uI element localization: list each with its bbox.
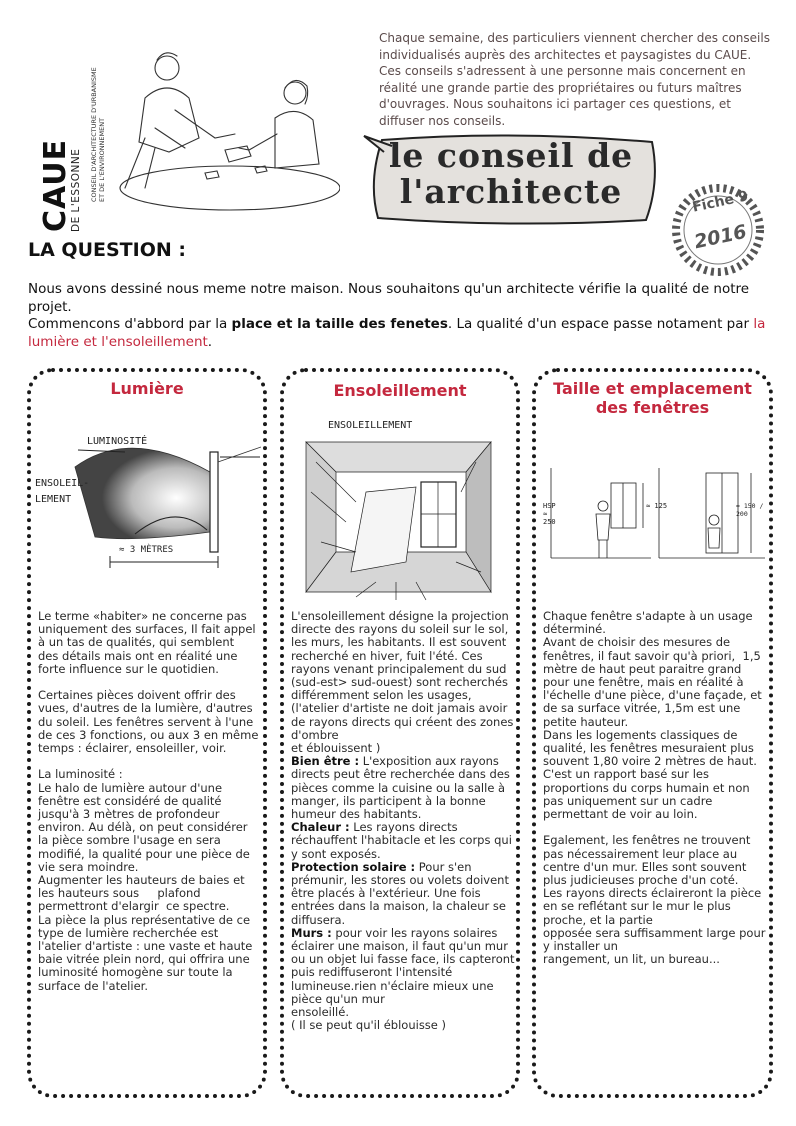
caue-logo-text: CAUE	[38, 138, 73, 232]
question-line2-red: la	[753, 316, 766, 332]
column-text-taille: Chaque fenêtre s'adapte à un usage déterminé. Avant de choisir des mesures de fenêtres, il faut savoir qu'à priori, 1,5 mètre de haut peut paraitre grand pour une fenêtre, mais en réalité à l'échelle d'une pièce, d'une façade, et de sa surface vitrée, 1,5m est une petite hauteur. Dans les logements classiques de qualité, les fenêtres mesuraient plus souvent 1,80 voire 2 mètres de haut. C'est un rapport basé sur les proportions du corps humain et non pas uniquement sur un cadre permettant de voir au loin. Egalement, les fenêtres ne trouvent pas nécessairement leur place au centre d'un mur. Elles sont souvent plus judicieuses proche d'un coté. Les rayons directs éclaireront la pièce en se reflétant sur le mur le plus proche, et la partie opposée sera suffisamment large pour y installer un rangement, un lit, un bureau...	[543, 609, 766, 967]
intro-text: Chaque semaine, des particuliers viennent chercher des conseils individualisés auprès des architectes et paysagistes du CAUE. Ces conseils s'adressent à une personne mais concernent en réalité une grande partie des propriétaires ou futurs maîtres d'ouvrages. Nous souhaitons ici partager ces questions, et diffuser nos conseils.	[379, 31, 770, 128]
column-lumiere	[27, 368, 267, 1098]
sketch-label-150-200: ≈ 150 / 200	[736, 502, 764, 518]
question-body	[28, 281, 773, 351]
column-title-lumiere: Lumière	[110, 379, 184, 398]
murs-text: pour voir les rayons solaires éclairer une maison, il faut qu'un mur ou un objet lui fasse face, ils capteront puis rediffuseront l'intensité lumineuse.rien n'éclaire mieux une pièce qu'un mur ensoleillé. ( Il se peut qu'il éblouisse )	[291, 925, 515, 1033]
bubble-title-line1: le conseil de	[388, 136, 634, 175]
column-text-lumiere: Le terme «habiter» ne concerne pas uniquement des surfaces, Il fait appel à un tas de qualités, qui semblent des détails mais ont en réalité une forte influence sur le quotidien. Certaines pièces doivent offrir des vues, d'autres de la lumière, d'autres du soleil. Les fenêtres servent à l'une de ces 3 fonctions, ou aux 3 en même temps : éclairer, ensoleiller, voir. La luminosité : Le halo de lumière autour d'une fenêtre est considéré de qualité jusqu'à 3 mètres de profondeur environ. Au délà, on peut considérer la pièce sombre l'usage en sera modifié, la qualité pour une pièce de vie sera moindre. Augmenter les hauteurs de baies et les hauteurs sous plafond permettront d'elargir ce spectre. La pièce la plus représentative de ce type de lumière recherchée est l'atelier d'artiste : une vaste et haute baie vitrée plein nord, qui offrira une luminosité homogène sur toute la surface de l'atelier.	[38, 609, 259, 993]
bien-etre-text: L'exposition aux rayons directs peut être recherchée dans des pièces comme la cuisine ou la salle à manger, ils participent à la bonne humeur des habitants.	[291, 754, 514, 822]
protection-solaire-text: Pour s'en prémunir, les stores ou volets doivent être placés à l'extérieur. Une fois entrées dans la maison, la chaleur se diffusera.	[291, 859, 513, 927]
question-line3-suffix: .	[207, 333, 213, 350]
sketch-label-125: ≈ 125	[646, 502, 668, 510]
bubble-title	[382, 138, 640, 210]
column-ensoleillement	[280, 368, 520, 1098]
bien-etre-label: Bien être :	[291, 754, 360, 769]
question-line3	[28, 334, 773, 352]
column-title-ensoleillement: Ensoleillement	[333, 381, 467, 400]
column-text-ensoleillement	[291, 610, 517, 1033]
bubble-title-line2: l'architecte	[399, 172, 623, 211]
question-line2-bold: place et la taille des fenetes	[231, 316, 448, 332]
question-line3-red: lumière et l'ensoleillement	[28, 333, 208, 350]
question-line2	[28, 316, 773, 334]
question-line2-prefix: Commencons d'abbord par la	[28, 316, 232, 332]
sketch-label-distance: ≈ 3 MÈTRES	[119, 545, 174, 555]
caue-logo-subtitle: DE L'ESSONNE	[70, 148, 82, 232]
murs-label: Murs :	[291, 925, 332, 940]
protection-solaire-label: Protection solaire :	[291, 859, 416, 874]
sketch-label-ensoleillement: ENSOLEIL- LEMENT	[35, 478, 90, 505]
question-title: LA QUESTION :	[28, 239, 186, 261]
fiche-number: Fiche 9	[690, 188, 750, 216]
chaleur-label: Chaleur :	[291, 820, 350, 835]
column-taille	[532, 368, 773, 1098]
sketch-label-hsp: HSP ≈ 250	[543, 502, 556, 526]
sketch-label-ensoleillement-room: ENSOLEILLEMENT	[328, 420, 413, 431]
column-title-taille: Taille et emplacement des fenêtres	[553, 379, 752, 417]
chaleur-text: Les rayons directs réchauffent l'habitacle et les corps qui y sont exposés.	[291, 820, 516, 861]
sketch-label-luminosite: LUMINOSITÉ	[87, 436, 148, 447]
sunlit-room-sketch	[296, 432, 501, 602]
caue-logo-fullname: CONSEIL D'ARCHITECTURE D'URBANISME ET DE L'ENVIRONNEMENT	[90, 67, 106, 202]
window-height-sketch	[541, 458, 767, 568]
architect-meeting-sketch	[105, 38, 340, 223]
question-line2-suffix: . La qualité d'un espace passe notament par	[447, 316, 754, 332]
ensoleillement-intro: L'ensoleillement désigne la projection directe des rayons du soleil sur le sol, les murs, les habitants. Il est souvent recherché en hiver, fuit l'été. Ces rayons venant principalement du sud (sud-est> sud-ouest) sont recherchés différemment selon les usages, (l'atelier d'artiste ne doit jamais avoir de rayons directs qui créent des zones d'ombre et éblouissent )	[291, 609, 514, 756]
fiche-year: 2016	[692, 220, 749, 254]
question-line1: Nous avons dessiné nous meme notre maison. Nous souhaitons qu'un architecte vérifie la qualité de notre projet.	[28, 281, 750, 315]
